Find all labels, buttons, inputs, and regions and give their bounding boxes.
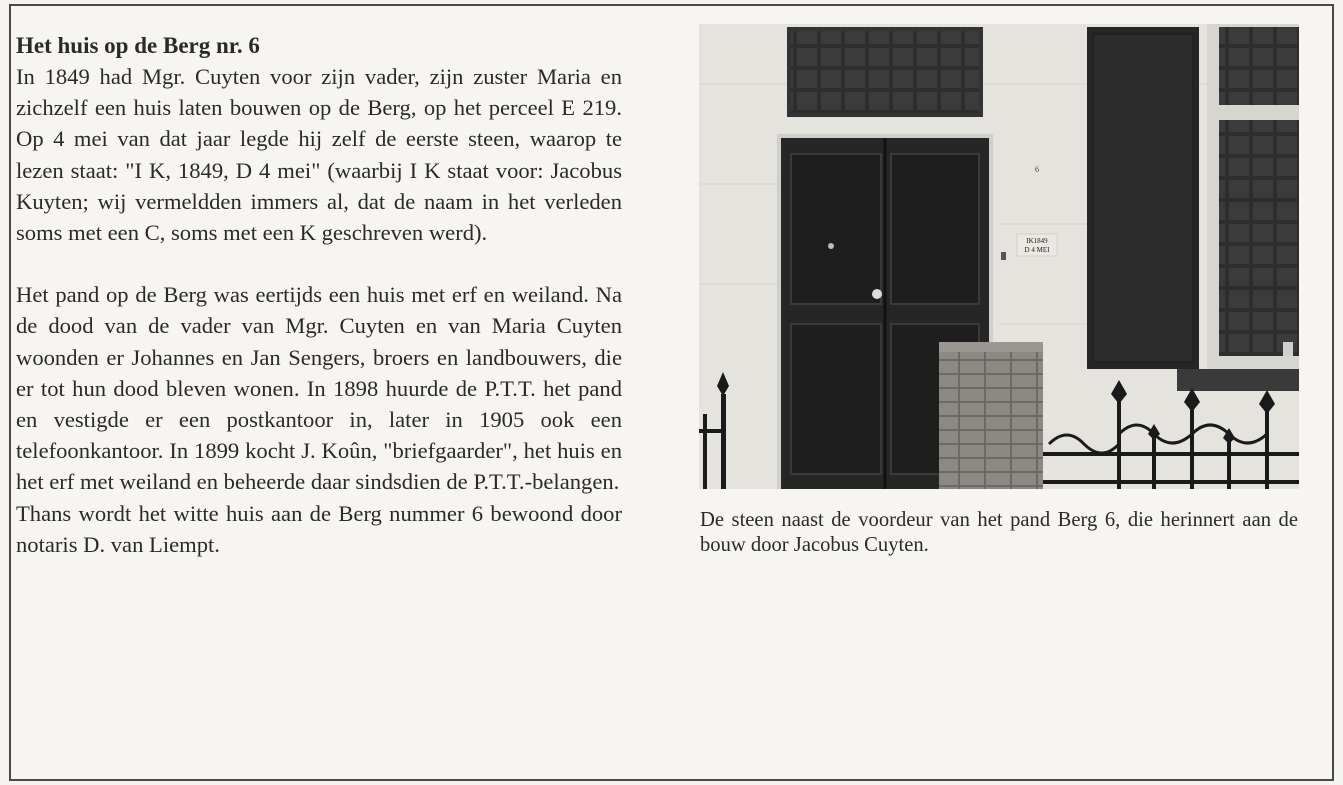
article-text: [16, 30, 622, 560]
article-heading: Het huis op de Berg nr. 6: [16, 33, 260, 58]
paragraph-2: [16, 279, 622, 560]
paragraph-2-text: Het pand op de Berg was eertijds een huis met erf en weiland. Na de dood van de vader van Mgr. Cuyten en van Maria Cuyten woonden er Johannes en Jan Sengers, broers en landbouwers, die er tot hun dood bleven wonen. In 1898 huurde de P.T.T. het pand en vestigde er een postkantoor in, later in 1905 ook een telefoonkantoor. In 1899 kocht J. Koûn, "briefgaarder", het huis en het erf met weiland en beheerde daar sindsdien de P.T.T.-belangen.: [16, 282, 622, 495]
paragraph-gap: [16, 248, 622, 279]
stone-inscription-line1: IK1849: [1026, 237, 1048, 245]
paragraph-1: [16, 61, 622, 248]
photo-caption: De steen naast de voordeur van het pand Berg 6, die herinnert aan de bouw door Jacobus Cuyten.: [700, 509, 1298, 556]
house-photo: [699, 24, 1299, 489]
house-photo-illustration: [699, 24, 1299, 489]
paragraph-1-text: In 1849 had Mgr. Cuyten voor zijn vader, zijn zuster Maria en zichzelf een huis laten bouwen op de Berg, op het perceel E 219. Op 4 mei van dat jaar legde hij zelf de eerste steen, waarop te lezen staat: "I K, 1849, D 4 mei" (waarbij I K staat voor: Jacobus Kuyten; wij vermeldden immers al, dat de naam in het verleden soms met een C, soms met een K geschreven werd).: [16, 64, 622, 246]
stone-inscription-line2: D 4 MEI: [1024, 246, 1050, 254]
paragraph-3-text: Thans wordt het witte huis aan de Berg nummer 6 bewoond door notaris D. van Liempt.: [16, 500, 622, 557]
house-number: 6: [1035, 165, 1039, 174]
